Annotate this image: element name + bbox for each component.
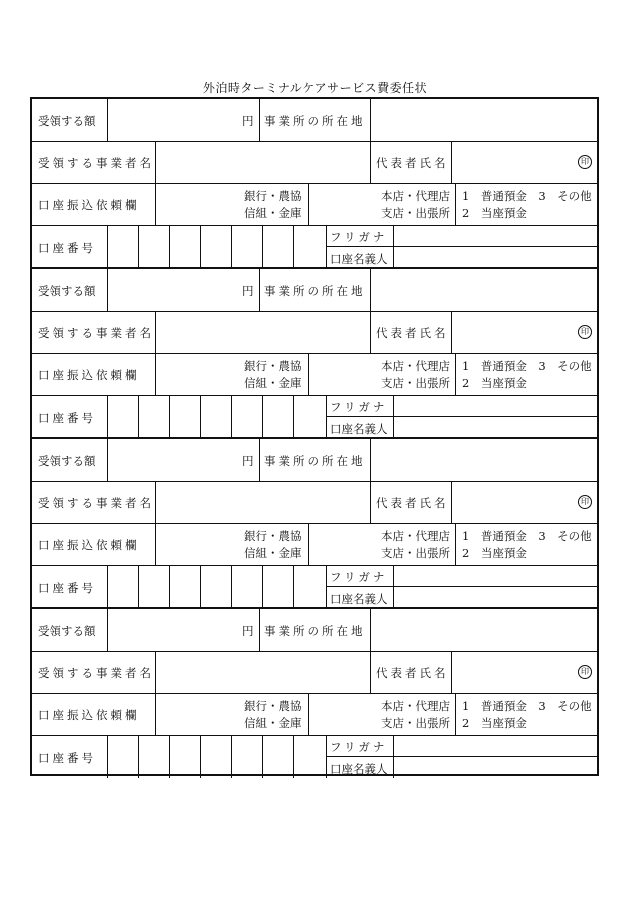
furigana-label: フリガナ bbox=[330, 740, 388, 754]
account-type-1: 1 普通預金 3 その他 bbox=[462, 189, 592, 203]
branch-type-2: 支店・出張所 bbox=[381, 546, 450, 560]
bank-type-1: 銀行・農協 bbox=[244, 189, 302, 203]
yen-label: 円 bbox=[242, 624, 254, 638]
seal-mark: 印 bbox=[578, 665, 592, 679]
furigana-input[interactable] bbox=[397, 397, 593, 415]
form-block-1 bbox=[32, 99, 597, 269]
account-type-1: 1 普通預金 3 その他 bbox=[462, 529, 592, 543]
bank-name-input[interactable] bbox=[160, 357, 240, 391]
yen-label: 円 bbox=[242, 114, 254, 128]
office-address-label: 事業所の所在地 bbox=[264, 284, 366, 298]
account-holder-input[interactable] bbox=[397, 758, 593, 776]
account-holder-label: 口座名義人 bbox=[330, 592, 388, 606]
account-type-2: 2 当座預金 bbox=[462, 376, 527, 390]
account-number-label: 口座番号 bbox=[38, 581, 96, 595]
seal-mark: 印 bbox=[578, 495, 592, 509]
transfer-label: 口座振込依頼欄 bbox=[38, 538, 140, 552]
branch-name-input[interactable] bbox=[312, 527, 372, 561]
amount-input[interactable] bbox=[112, 613, 252, 647]
office-address-label: 事業所の所在地 bbox=[264, 114, 366, 128]
account-holder-label: 口座名義人 bbox=[330, 252, 388, 266]
representative-input[interactable] bbox=[456, 315, 566, 349]
account-holder-label: 口座名義人 bbox=[330, 422, 388, 436]
bank-type-2: 信組・金庫 bbox=[244, 546, 302, 560]
representative-label: 代表者氏名 bbox=[376, 326, 449, 340]
seal-mark: 印 bbox=[578, 155, 592, 169]
bank-type-2: 信組・金庫 bbox=[244, 716, 302, 730]
office-address-input[interactable] bbox=[374, 103, 592, 137]
branch-name-input[interactable] bbox=[312, 697, 372, 731]
branch-name-input[interactable] bbox=[312, 187, 372, 221]
account-number-label: 口座番号 bbox=[38, 411, 96, 425]
furigana-input[interactable] bbox=[397, 737, 593, 755]
transfer-label: 口座振込依頼欄 bbox=[38, 708, 140, 722]
bank-type-1: 銀行・農協 bbox=[244, 699, 302, 713]
representative-label: 代表者氏名 bbox=[376, 156, 449, 170]
furigana-label: フリガナ bbox=[330, 400, 388, 414]
amount-label: 受領する額 bbox=[38, 624, 96, 638]
bank-type-2: 信組・金庫 bbox=[244, 376, 302, 390]
transfer-label: 口座振込依頼欄 bbox=[38, 368, 140, 382]
bank-name-input[interactable] bbox=[160, 697, 240, 731]
amount-label: 受領する額 bbox=[38, 454, 96, 468]
yen-label: 円 bbox=[242, 284, 254, 298]
furigana-input[interactable] bbox=[397, 567, 593, 585]
furigana-input[interactable] bbox=[397, 227, 593, 245]
amount-label: 受領する額 bbox=[38, 284, 96, 298]
provider-name-input[interactable] bbox=[160, 655, 366, 689]
form-block-3 bbox=[32, 437, 597, 609]
office-address-label: 事業所の所在地 bbox=[264, 624, 366, 638]
office-address-input[interactable] bbox=[374, 443, 592, 477]
account-holder-input[interactable] bbox=[397, 588, 593, 607]
provider-name-label: 受領する事業者名 bbox=[38, 496, 154, 510]
furigana-label: フリガナ bbox=[330, 570, 388, 584]
form-block-4 bbox=[32, 607, 597, 779]
account-type-1: 1 普通預金 3 その他 bbox=[462, 699, 592, 713]
representative-label: 代表者氏名 bbox=[376, 666, 449, 680]
transfer-label: 口座振込依頼欄 bbox=[38, 198, 140, 212]
seal-mark: 印 bbox=[578, 325, 592, 339]
bank-name-input[interactable] bbox=[160, 187, 240, 221]
provider-name-input[interactable] bbox=[160, 315, 366, 349]
provider-name-input[interactable] bbox=[160, 485, 366, 519]
branch-type-2: 支店・出張所 bbox=[381, 206, 450, 220]
branch-name-input[interactable] bbox=[312, 357, 372, 391]
amount-input[interactable] bbox=[112, 103, 252, 137]
form-block-2 bbox=[32, 267, 597, 439]
yen-label: 円 bbox=[242, 454, 254, 468]
account-type-2: 2 当座預金 bbox=[462, 206, 527, 220]
representative-input[interactable] bbox=[456, 145, 566, 179]
account-number-label: 口座番号 bbox=[38, 241, 96, 255]
bank-name-input[interactable] bbox=[160, 527, 240, 561]
amount-input[interactable] bbox=[112, 443, 252, 477]
office-address-input[interactable] bbox=[374, 613, 592, 647]
page-title: 外泊時ターミナルケアサービス費委任状 bbox=[202, 81, 428, 95]
provider-name-label: 受領する事業者名 bbox=[38, 326, 154, 340]
branch-type-1: 本店・代理店 bbox=[381, 529, 450, 543]
account-type-2: 2 当座預金 bbox=[462, 716, 527, 730]
amount-label: 受領する額 bbox=[38, 114, 96, 128]
branch-type-2: 支店・出張所 bbox=[381, 716, 450, 730]
bank-type-1: 銀行・農協 bbox=[244, 359, 302, 373]
account-holder-label: 口座名義人 bbox=[330, 762, 388, 776]
office-address-input[interactable] bbox=[374, 273, 592, 307]
account-type-2: 2 当座預金 bbox=[462, 546, 527, 560]
branch-type-1: 本店・代理店 bbox=[381, 189, 450, 203]
branch-type-1: 本店・代理店 bbox=[381, 359, 450, 373]
bank-type-1: 銀行・農協 bbox=[244, 529, 302, 543]
branch-type-2: 支店・出張所 bbox=[381, 376, 450, 390]
office-address-label: 事業所の所在地 bbox=[264, 454, 366, 468]
delegation-form bbox=[30, 97, 599, 776]
account-type-1: 1 普通預金 3 その他 bbox=[462, 359, 592, 373]
account-holder-input[interactable] bbox=[397, 418, 593, 437]
furigana-label: フリガナ bbox=[330, 230, 388, 244]
representative-input[interactable] bbox=[456, 655, 566, 689]
provider-name-input[interactable] bbox=[160, 145, 366, 179]
amount-input[interactable] bbox=[112, 273, 252, 307]
bank-type-2: 信組・金庫 bbox=[244, 206, 302, 220]
representative-label: 代表者氏名 bbox=[376, 496, 449, 510]
provider-name-label: 受領する事業者名 bbox=[38, 156, 154, 170]
representative-input[interactable] bbox=[456, 485, 566, 519]
account-number-label: 口座番号 bbox=[38, 751, 96, 765]
branch-type-1: 本店・代理店 bbox=[381, 699, 450, 713]
account-holder-input[interactable] bbox=[397, 248, 593, 267]
provider-name-label: 受領する事業者名 bbox=[38, 666, 154, 680]
